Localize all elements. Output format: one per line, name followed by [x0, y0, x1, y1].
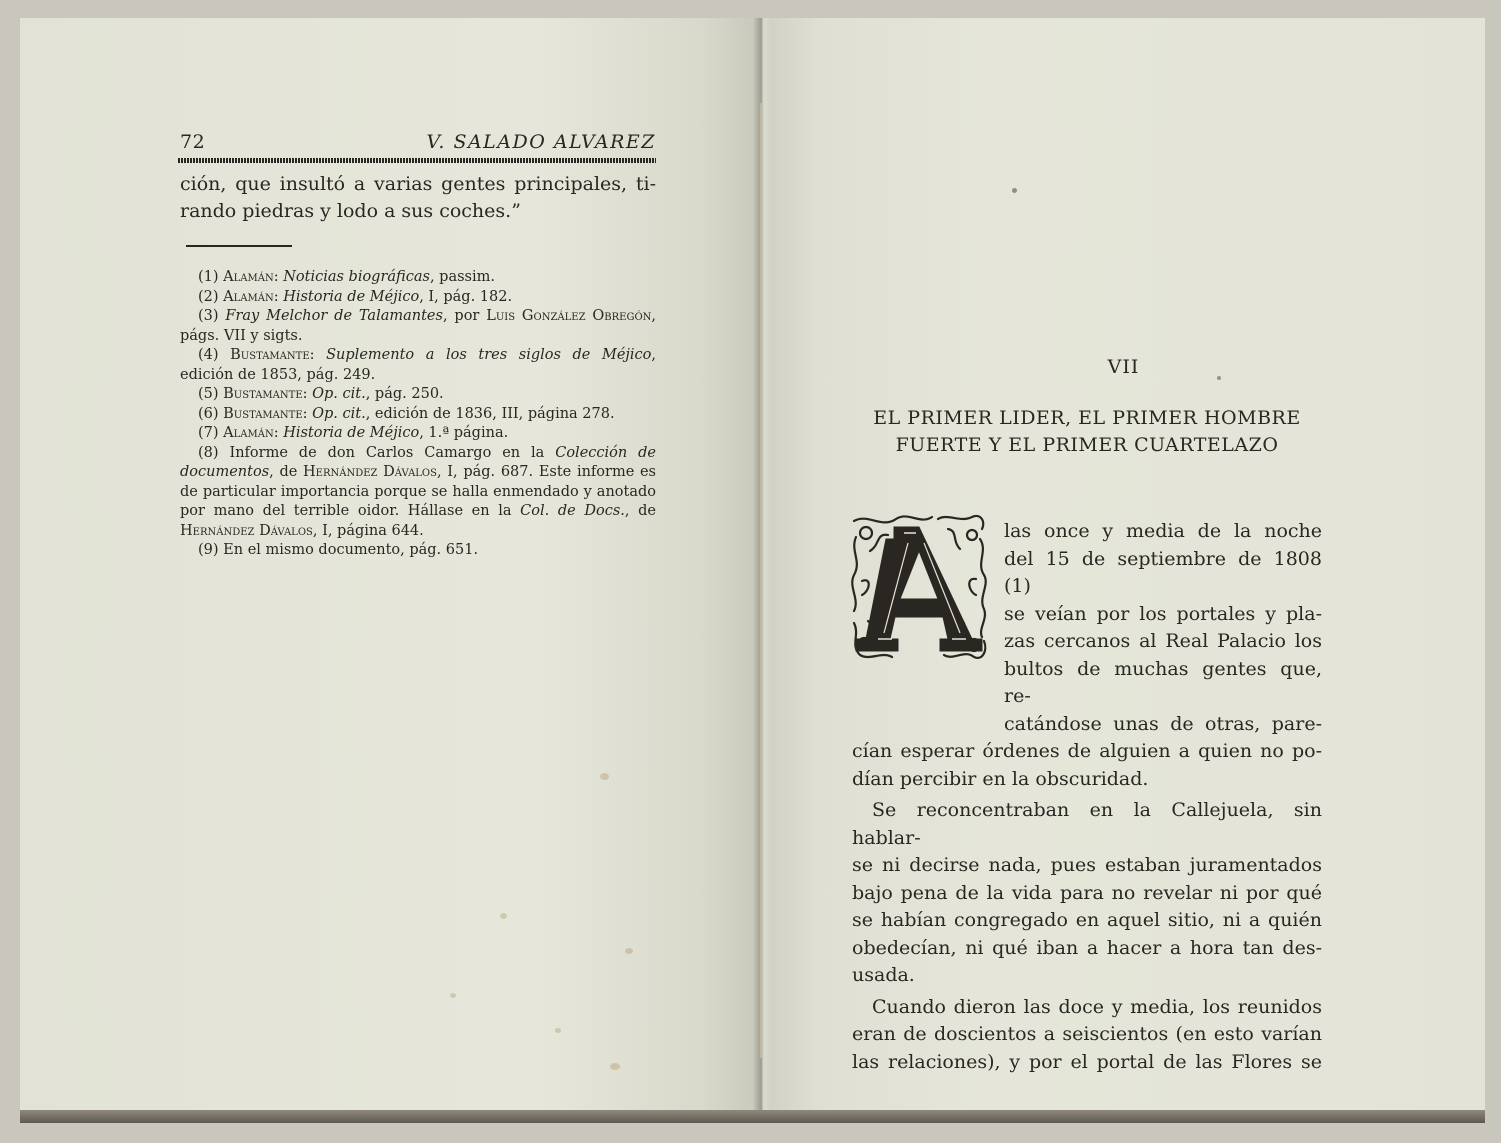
footnote: (5) Bustamante: Op. cit., pág. 250. — [198, 386, 444, 402]
paragraph — [852, 994, 1322, 1077]
chapter-body — [852, 518, 1322, 1076]
body-line: del 15 de septiembre de 1808 (1) — [1004, 547, 1322, 597]
body-line: eran de doscientos a seiscientos (en esto varían — [852, 1023, 1322, 1045]
open-book — [20, 18, 1485, 1123]
left-page — [20, 18, 762, 1110]
body-line: zas cercanos al Real Palacio los — [1004, 630, 1322, 652]
paragraph — [852, 738, 1322, 793]
body-line: las once y media de la noche — [1004, 520, 1322, 542]
body-line: Cuando dieron las doce y media, los reunidos — [872, 995, 1322, 1018]
page-number: 72 — [180, 131, 206, 153]
body-line: se ni decirse nada, pues estaban juramentados — [852, 854, 1322, 876]
body-line: ción, que insultó a varias gentes principales, ti- — [180, 173, 656, 195]
running-title: V. SALADO ALVAREZ — [426, 131, 656, 153]
footnote: (2) Alamán: Historia de Méjico, I, pág. 182. — [198, 288, 513, 305]
body-continuation — [180, 171, 656, 225]
body-line: obedecían, ni qué iban a hacer a hora tan des- — [852, 936, 1322, 959]
footnote: (6) Bustamante: Op. cit., edición de 1836, III, página 278. — [198, 405, 615, 422]
footnote: (3) Fray Melchor de Talamantes, por Luis González Obregón, págs. VII y sigts. — [180, 308, 656, 344]
header-rule — [178, 158, 656, 163]
page-edges — [20, 1110, 1485, 1123]
body-line: cían esperar órdenes de alguien a quien no po- — [852, 740, 1322, 762]
chapter-title — [852, 405, 1322, 459]
running-head — [178, 131, 656, 157]
drop-cap-paragraph — [1004, 518, 1322, 738]
chapter-title-line: FUERTE Y EL PRIMER CUARTELAZO — [895, 434, 1279, 456]
footnote: (1) Alamán: Noticias biográficas, passim. — [198, 269, 495, 285]
footnote: (4) Bustamante: Suplemento a los tres siglos de Méjico, edición de 1853, pág. 249. — [180, 347, 657, 383]
body-line: catándose unas de otras, pare- — [1004, 712, 1322, 735]
body-line: dían percibir en la obscuridad. — [852, 767, 1149, 790]
body-line: se habían congregado en aquel sitio, ni a quién — [852, 909, 1322, 931]
footnote: (8) Informe de don Carlos Camargo en la Colección de documentos, de Hernández Dávalos, I, pág. 687. Este informe es de particular importancia porque se halla enmendado y anotado por mano del terrible oidor. Hállase en la Col. de Docs., de Hernández Dávalos, I, página 644. — [180, 444, 656, 539]
footnote: (9) En el mismo documento, pág. 651. — [198, 542, 479, 558]
body-line: las relaciones), y por el portal de las Flores se — [852, 1050, 1322, 1073]
footnote-rule — [186, 245, 292, 247]
body-line: se veían por los portales y pla- — [1004, 602, 1322, 625]
chapter-title-line: EL PRIMER LIDER, EL PRIMER HOMBRE — [873, 407, 1301, 429]
body-line: Se reconcentraban en la Callejuela, sin hablar- — [852, 799, 1322, 849]
body-line: bajo pena de la vida para no revelar ni por qué — [852, 881, 1322, 904]
right-page — [762, 18, 1485, 1110]
body-line: usada. — [852, 964, 915, 986]
chapter-number: VII — [1107, 356, 1140, 378]
paragraph — [852, 797, 1322, 990]
body-line: rando piedras y lodo a sus coches.” — [180, 200, 521, 222]
footnotes — [180, 268, 656, 561]
spine-thread — [760, 103, 762, 1058]
body-line: bultos de muchas gentes que, re- — [1004, 657, 1322, 707]
footnote: (7) Alamán: Historia de Méjico, 1.ª página. — [198, 425, 509, 441]
book-gutter — [753, 18, 771, 1110]
